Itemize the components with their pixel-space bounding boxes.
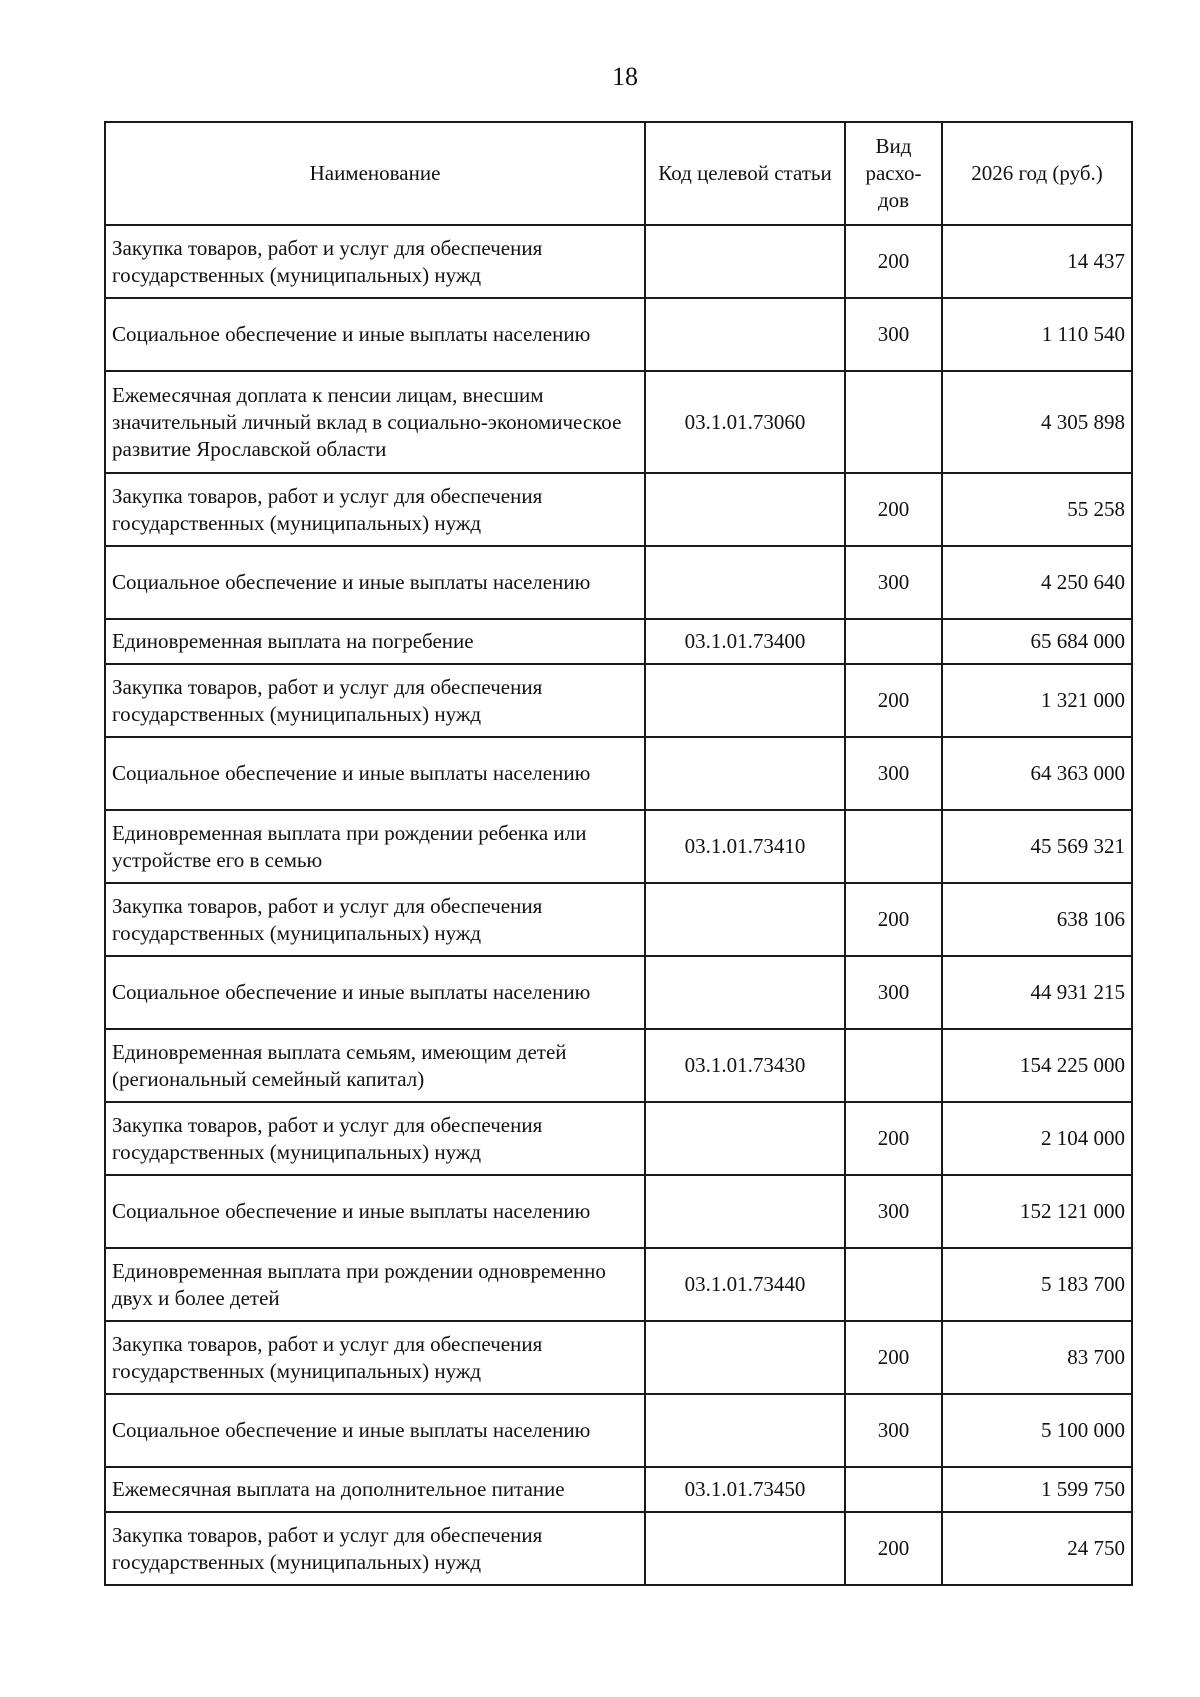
row-amount: 4 250 640	[942, 546, 1132, 619]
row-code: 03.1.01.73060	[645, 371, 845, 473]
row-kind	[845, 1467, 942, 1512]
table-row	[105, 371, 1132, 473]
row-amount: 44 931 215	[942, 956, 1132, 1029]
table-row	[105, 546, 1132, 619]
table-row	[105, 1321, 1132, 1394]
row-kind: 300	[845, 1175, 942, 1248]
row-amount: 5 100 000	[942, 1394, 1132, 1467]
table-row	[105, 883, 1132, 956]
row-kind: 200	[845, 1102, 942, 1175]
row-code	[645, 473, 845, 546]
row-amount: 83 700	[942, 1321, 1132, 1394]
table-row	[105, 1175, 1132, 1248]
row-name: Ежемесячная доплата к пенсии лицам, внесшим значительный личный вклад в социально-экономическое развитие Ярославской области	[105, 371, 645, 473]
row-name: Ежемесячная выплата на дополнительное питание	[105, 1467, 645, 1512]
row-amount: 64 363 000	[942, 737, 1132, 810]
row-kind	[845, 619, 942, 664]
row-kind	[845, 810, 942, 883]
header-name: Наименование	[105, 122, 645, 225]
row-code	[645, 737, 845, 810]
row-amount: 14 437	[942, 225, 1132, 298]
row-kind: 200	[845, 1512, 942, 1585]
row-amount: 154 225 000	[942, 1029, 1132, 1102]
table-row	[105, 810, 1132, 883]
header-kind: Вид расхо-дов	[845, 122, 942, 225]
row-kind: 200	[845, 225, 942, 298]
row-kind: 300	[845, 298, 942, 371]
row-name: Закупка товаров, работ и услуг для обеспечения государственных (муниципальных) нужд	[105, 664, 645, 737]
table-row	[105, 619, 1132, 664]
row-kind	[845, 1029, 942, 1102]
table-row	[105, 1029, 1132, 1102]
row-amount: 55 258	[942, 473, 1132, 546]
table-row	[105, 473, 1132, 546]
row-name: Закупка товаров, работ и услуг для обеспечения государственных (муниципальных) нужд	[105, 473, 645, 546]
row-code	[645, 1102, 845, 1175]
row-name: Единовременная выплата на погребение	[105, 619, 645, 664]
page-number: 18	[612, 62, 638, 91]
table-header-row	[105, 122, 1132, 225]
row-name: Закупка товаров, работ и услуг для обеспечения государственных (муниципальных) нужд	[105, 225, 645, 298]
row-name: Единовременная выплата при рождении ребенка или устройстве его в семью	[105, 810, 645, 883]
table-row	[105, 225, 1132, 298]
row-amount: 1 321 000	[942, 664, 1132, 737]
row-code	[645, 1512, 845, 1585]
row-name: Закупка товаров, работ и услуг для обеспечения государственных (муниципальных) нужд	[105, 883, 645, 956]
row-amount: 65 684 000	[942, 619, 1132, 664]
row-kind: 300	[845, 956, 942, 1029]
row-code	[645, 956, 845, 1029]
row-kind	[845, 371, 942, 473]
row-code: 03.1.01.73440	[645, 1248, 845, 1321]
row-code: 03.1.01.73430	[645, 1029, 845, 1102]
row-code: 03.1.01.73400	[645, 619, 845, 664]
row-code	[645, 1394, 845, 1467]
row-amount: 1 110 540	[942, 298, 1132, 371]
row-code: 03.1.01.73410	[645, 810, 845, 883]
row-amount: 638 106	[942, 883, 1132, 956]
row-amount: 152 121 000	[942, 1175, 1132, 1248]
row-code	[645, 1321, 845, 1394]
row-kind: 200	[845, 473, 942, 546]
row-code: 03.1.01.73450	[645, 1467, 845, 1512]
row-name: Закупка товаров, работ и услуг для обеспечения государственных (муниципальных) нужд	[105, 1102, 645, 1175]
table-row	[105, 1512, 1132, 1585]
row-amount: 24 750	[942, 1512, 1132, 1585]
row-code	[645, 664, 845, 737]
budget-table	[104, 121, 1133, 1586]
row-kind: 300	[845, 546, 942, 619]
row-amount: 4 305 898	[942, 371, 1132, 473]
table-row	[105, 1394, 1132, 1467]
row-code	[645, 546, 845, 619]
row-amount: 2 104 000	[942, 1102, 1132, 1175]
table-row	[105, 1102, 1132, 1175]
row-name: Единовременная выплата семьям, имеющим детей (региональный семейный капитал)	[105, 1029, 645, 1102]
table-row	[105, 664, 1132, 737]
row-kind: 200	[845, 1321, 942, 1394]
row-name: Социальное обеспечение и иные выплаты населению	[105, 298, 645, 371]
row-name: Закупка товаров, работ и услуг для обеспечения государственных (муниципальных) нужд	[105, 1321, 645, 1394]
table-row	[105, 956, 1132, 1029]
row-name: Единовременная выплата при рождении одновременно двух и более детей	[105, 1248, 645, 1321]
row-amount: 45 569 321	[942, 810, 1132, 883]
row-code	[645, 225, 845, 298]
table-row	[105, 1467, 1132, 1512]
table-row	[105, 1248, 1132, 1321]
row-amount: 5 183 700	[942, 1248, 1132, 1321]
table-row	[105, 737, 1132, 810]
row-name: Социальное обеспечение и иные выплаты населению	[105, 546, 645, 619]
row-code	[645, 883, 845, 956]
header-amount: 2026 год (руб.)	[942, 122, 1132, 225]
row-code	[645, 1175, 845, 1248]
row-name: Закупка товаров, работ и услуг для обеспечения государственных (муниципальных) нужд	[105, 1512, 645, 1585]
row-kind: 200	[845, 664, 942, 737]
row-amount: 1 599 750	[942, 1467, 1132, 1512]
row-kind	[845, 1248, 942, 1321]
row-kind: 300	[845, 1394, 942, 1467]
row-name: Социальное обеспечение и иные выплаты населению	[105, 956, 645, 1029]
row-name: Социальное обеспечение и иные выплаты населению	[105, 1394, 645, 1467]
row-name: Социальное обеспечение и иные выплаты населению	[105, 1175, 645, 1248]
row-kind: 300	[845, 737, 942, 810]
header-code: Код целевой статьи	[645, 122, 845, 225]
table-row	[105, 298, 1132, 371]
row-kind: 200	[845, 883, 942, 956]
row-code	[645, 298, 845, 371]
row-name: Социальное обеспечение и иные выплаты населению	[105, 737, 645, 810]
